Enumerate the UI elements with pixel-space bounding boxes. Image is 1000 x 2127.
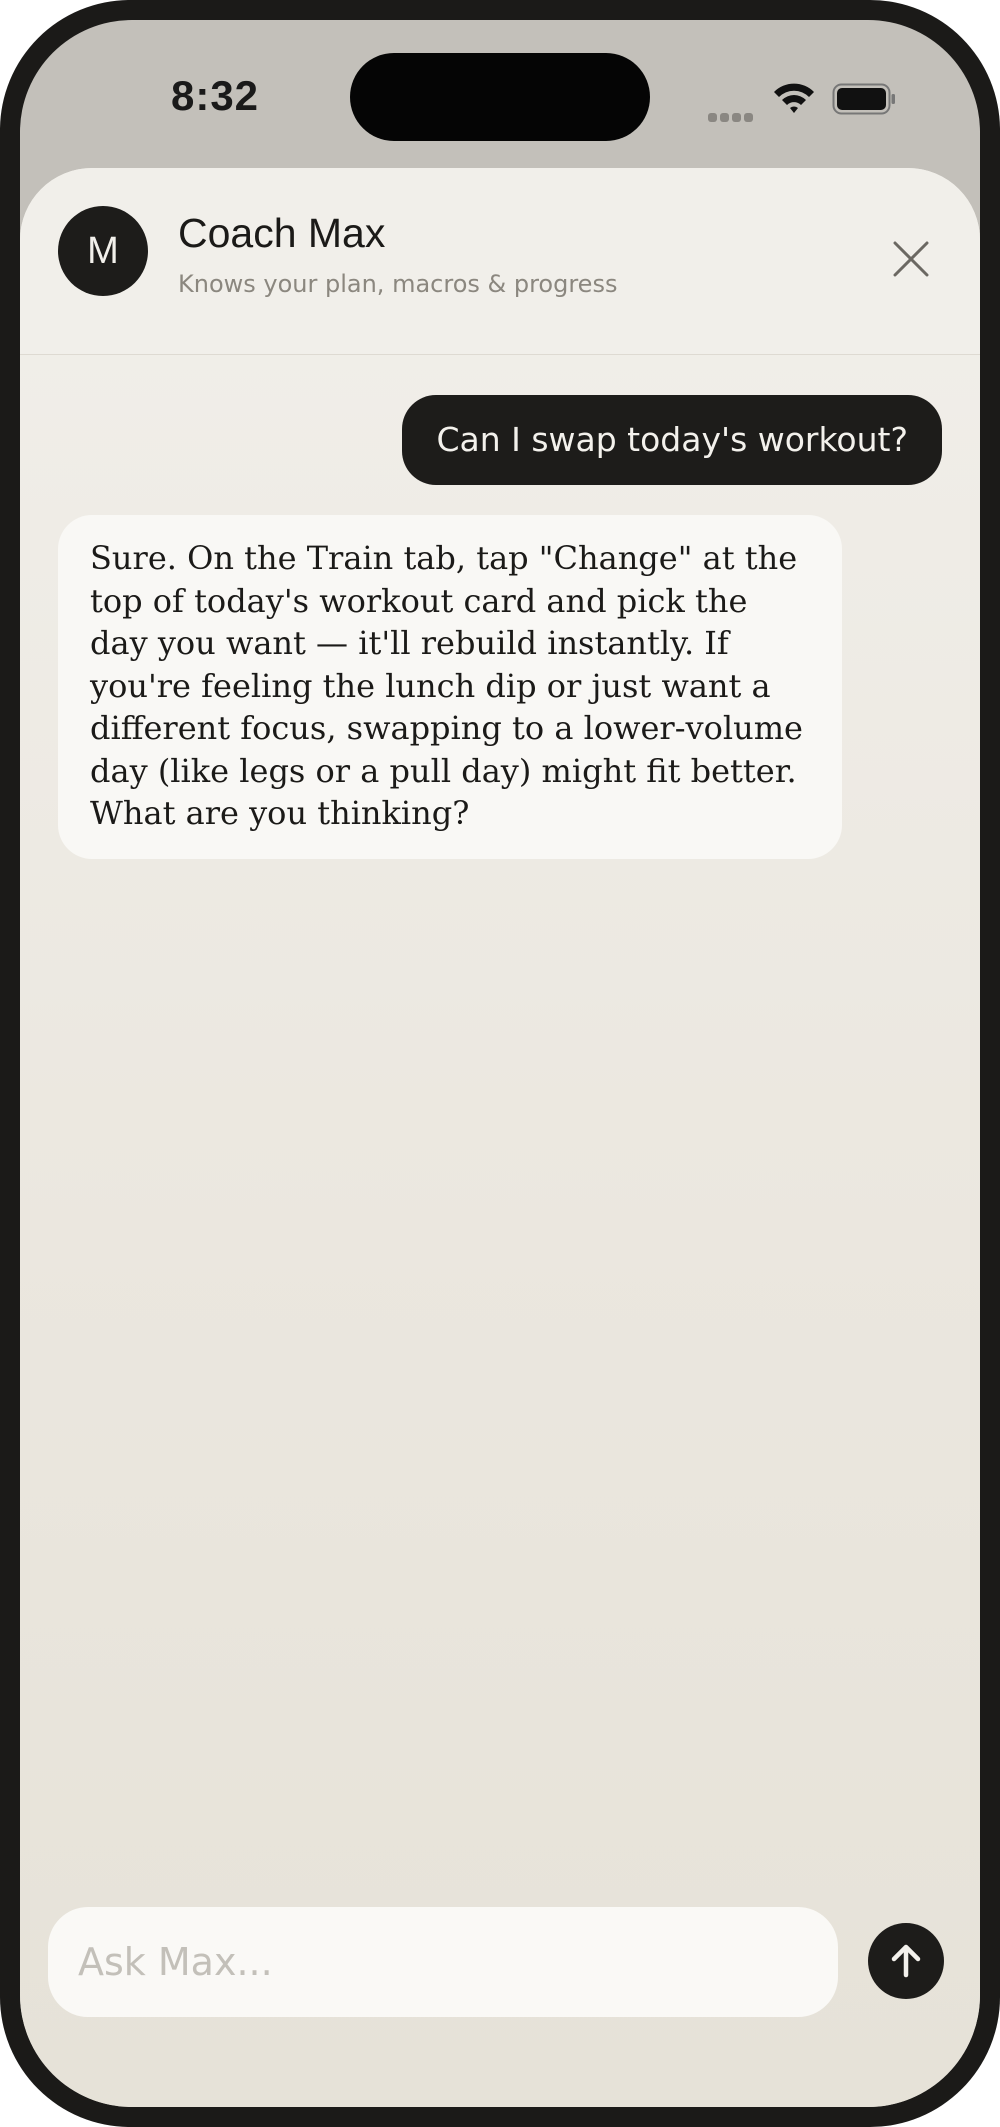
close-icon[interactable] bbox=[890, 238, 932, 280]
user-message-bubble: Can I swap today's workout? bbox=[402, 395, 942, 485]
coach-name: Coach Max bbox=[178, 210, 386, 256]
arrow-up-icon bbox=[886, 1941, 926, 1981]
dynamic-island bbox=[350, 53, 650, 141]
wifi-icon bbox=[772, 80, 816, 114]
battery-icon bbox=[832, 83, 896, 115]
cellular-signal-icon bbox=[708, 104, 758, 118]
screen bbox=[20, 20, 980, 2107]
send-button[interactable] bbox=[868, 1923, 944, 1999]
coach-chat-sheet bbox=[20, 168, 980, 2107]
chat-header bbox=[20, 168, 980, 355]
status-time: 8:32 bbox=[170, 72, 260, 119]
coach-message-bubble: Sure. On the Train tab, tap "Change" at the top of today's workout card and pick the day you want — it'll rebuild instantly. If you're feeling the lunch dip or just want a different focus, swapping to a lower-volume day (like legs or a pull day) might fit better. What are you thinking? bbox=[58, 515, 842, 859]
coach-subtitle: Knows your plan, macros & progress bbox=[178, 270, 618, 298]
avatar: M bbox=[58, 206, 148, 296]
message-input[interactable] bbox=[48, 1907, 838, 2017]
